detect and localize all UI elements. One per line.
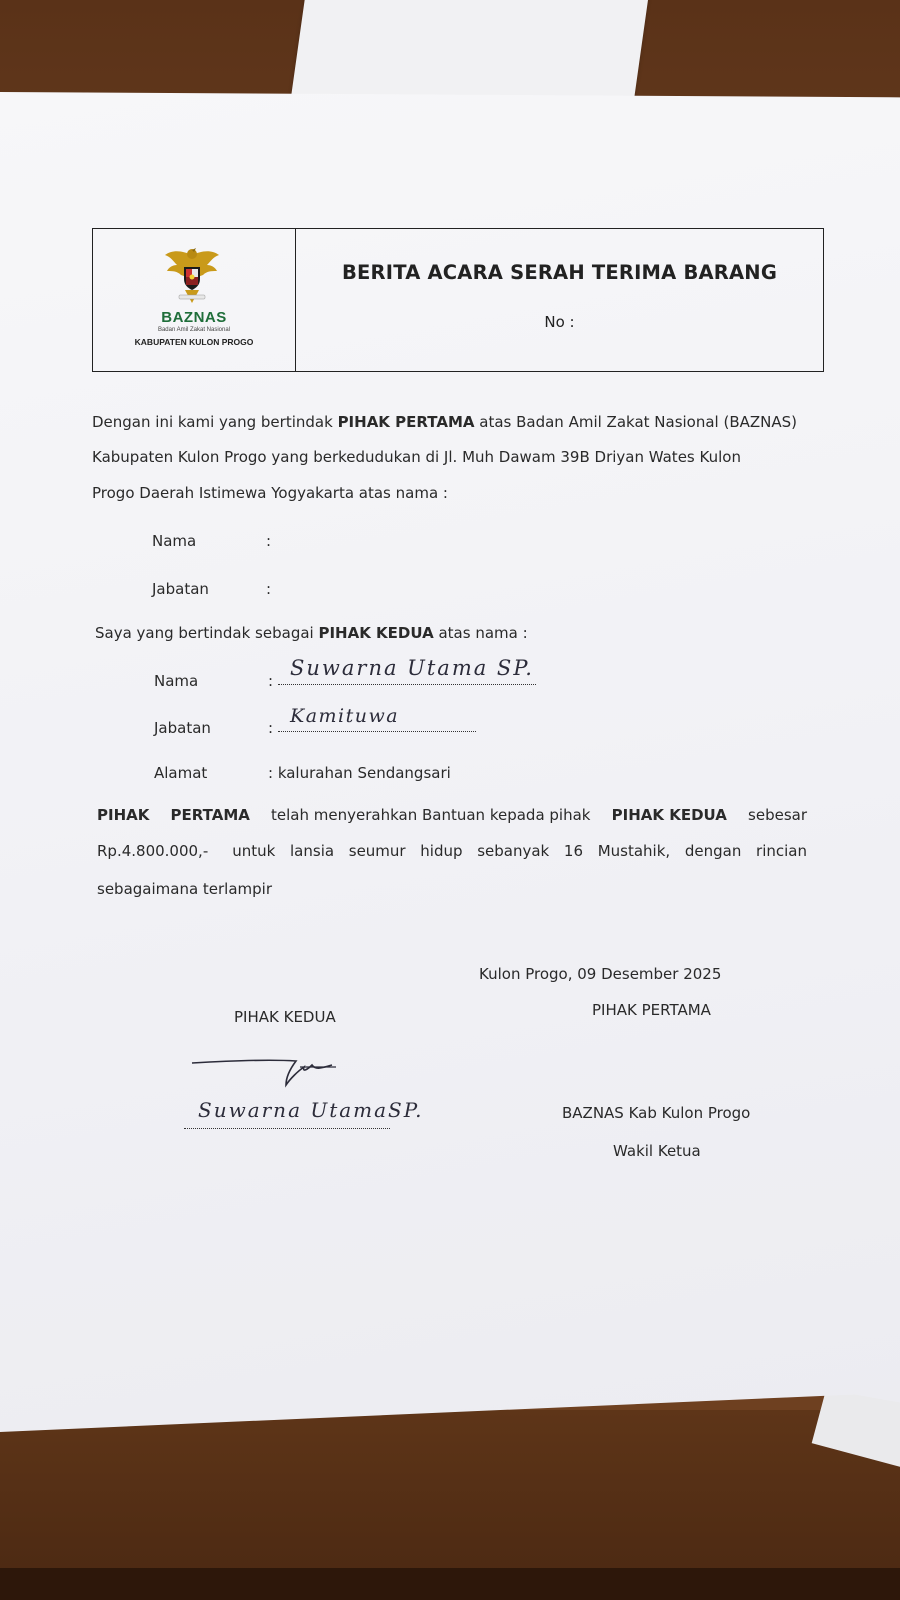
first-party-position-label: Jabatan bbox=[152, 580, 209, 598]
statement-line-1 bbox=[97, 806, 807, 824]
second-party-name-handwritten: Suwarna Utama SP. bbox=[290, 656, 534, 680]
statement-line-2 bbox=[97, 842, 807, 860]
logo-region: KABUPATEN KULON PROGO bbox=[134, 337, 254, 347]
statement-bold-pihak: PIHAK bbox=[97, 806, 150, 824]
document-header bbox=[92, 228, 824, 372]
intro-line-1 bbox=[92, 413, 797, 431]
first-party-name-label: Nama bbox=[152, 532, 197, 550]
first-party-role: Wakil Ketua bbox=[613, 1142, 701, 1160]
logo-name: BAZNAS bbox=[161, 309, 227, 326]
statement-bold-pertama: PERTAMA bbox=[170, 806, 250, 824]
second-party-position-colon: : bbox=[268, 719, 274, 737]
statement-line-1-middle: telah menyerahkan Bantuan kepada pihak bbox=[271, 806, 591, 824]
second-party-position-label: Jabatan bbox=[154, 719, 211, 737]
first-party-name-colon: : bbox=[266, 532, 272, 550]
second-party-name-colon: : bbox=[268, 672, 274, 690]
statement-line-2-rest: untuk lansia seumur hidup sebanyak 16 Mustahik, dengan rincian bbox=[232, 842, 807, 860]
second-party-name-dotted-line bbox=[278, 684, 536, 685]
intro-line-1-end: atas Badan Amil Zakat Nasional (BAZNAS) bbox=[474, 413, 798, 431]
intro-first-party-bold: PIHAK PERTAMA bbox=[337, 413, 475, 431]
title-cell bbox=[296, 229, 823, 371]
place-and-date: Kulon Progo, 09 Desember 2025 bbox=[479, 965, 722, 983]
intro-line-3: Progo Daerah Istimewa Yogyakarta atas nama : bbox=[92, 484, 448, 502]
logo-cell bbox=[93, 229, 296, 371]
second-party-position-dotted-line bbox=[278, 731, 476, 732]
second-party-name-label: Nama bbox=[154, 672, 199, 690]
second-party-position-handwritten: Kamituwa bbox=[290, 705, 400, 727]
second-party-address-label: Alamat bbox=[154, 764, 208, 782]
garuda-emblem-icon bbox=[163, 245, 221, 307]
second-party-signed-name: Suwarna UtamaSP. bbox=[198, 1098, 424, 1122]
intro-line-1-start: Dengan ini kami yang bertindak bbox=[92, 413, 338, 431]
document-number-label: No : bbox=[544, 313, 575, 331]
statement-line-3: sebagaimana terlampir bbox=[97, 880, 273, 898]
second-party-signature-dotted-line bbox=[184, 1128, 390, 1129]
second-party-signature-label: PIHAK KEDUA bbox=[234, 1008, 336, 1026]
first-party-signature-label: PIHAK PERTAMA bbox=[592, 1001, 711, 1019]
statement-amount: Rp.4.800.000,- bbox=[97, 842, 209, 860]
document-title: BERITA ACARA SERAH TERIMA BARANG bbox=[341, 261, 778, 284]
first-party-organization: BAZNAS Kab Kulon Progo bbox=[562, 1104, 751, 1122]
statement-line-1-end: sebesar bbox=[748, 806, 807, 824]
second-party-intro bbox=[95, 624, 528, 642]
intro-line-2: Kabupaten Kulon Progo yang berkedudukan di Jl. Muh Dawam 39B Driyan Wates Kulon bbox=[92, 448, 741, 466]
second-party-intro-start: Saya yang bertindak sebagai bbox=[95, 624, 319, 642]
second-party-bold: PIHAK KEDUA bbox=[318, 624, 434, 642]
statement-bold-second-party: PIHAK KEDUA bbox=[611, 806, 727, 824]
second-party-address-value: : kalurahan Sendangsari bbox=[268, 764, 451, 782]
logo-subtitle: Badan Amil Zakat Nasional bbox=[157, 327, 231, 333]
table-stripe bbox=[0, 1568, 900, 1600]
second-party-intro-end: atas nama : bbox=[433, 624, 528, 642]
first-party-position-colon: : bbox=[266, 580, 272, 598]
